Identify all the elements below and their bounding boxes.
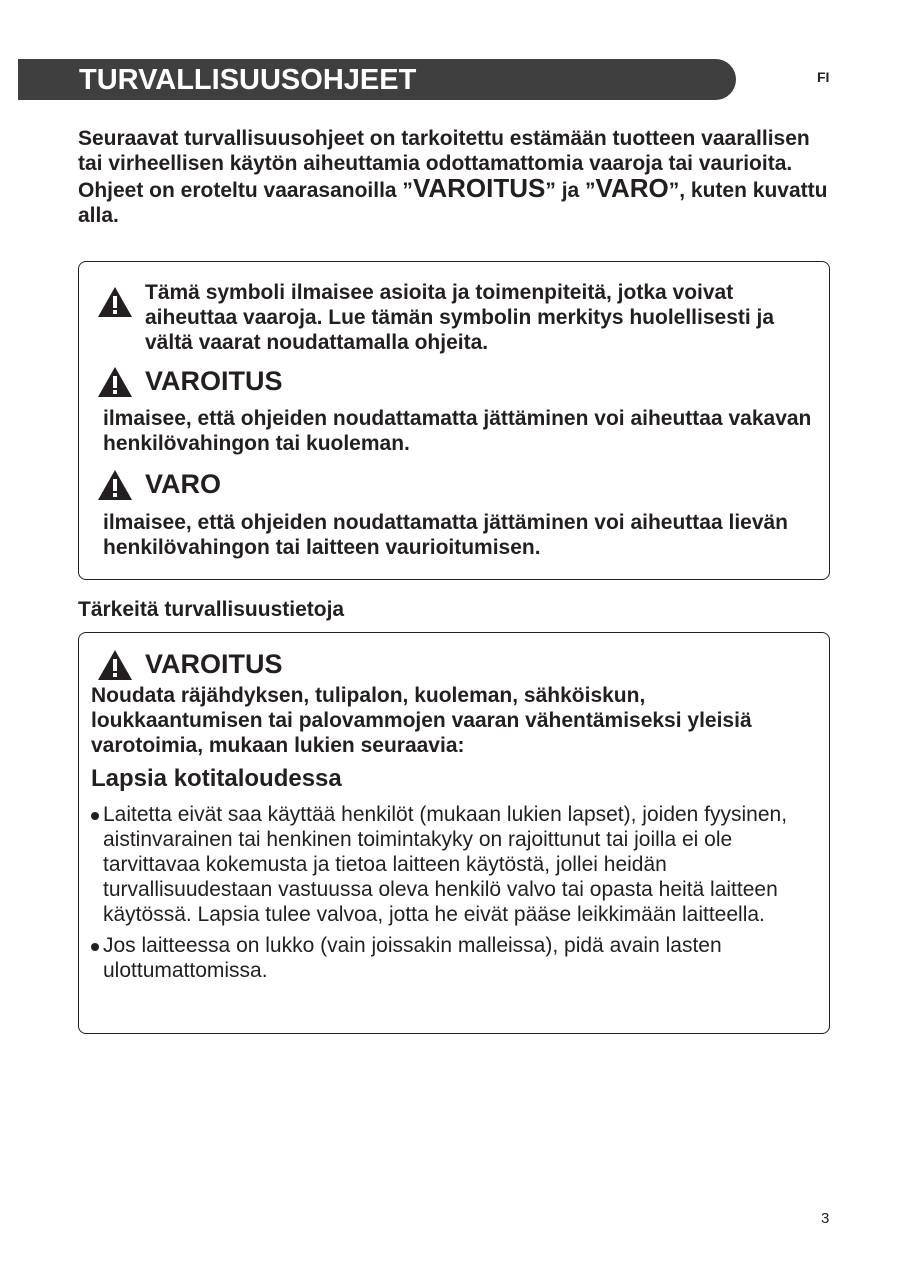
intro-text bbox=[78, 126, 838, 228]
important-intro: Noudata räjähdyksen, tulipalon, kuoleman, sähköiskun, loukkaantumisen tai palovammojen vaaran vähentämiseksi yleisiä varotoimia, mukaan lukien seuraavia: bbox=[91, 684, 752, 757]
symbol-description: Tämä symboli ilmaisee asioita ja toimenpiteitä, jotka voivat aiheuttaa vaaroja. Lue tämän symbolin merkitys huolellisesti ja vältä vaarat noudattamalla ohjeita. bbox=[145, 281, 775, 354]
language-code: FI bbox=[817, 69, 830, 85]
intro-p2-start: Ohjeet on eroteltu vaarasanoilla ” bbox=[78, 179, 413, 202]
important-warning-label: VAROITUS bbox=[145, 648, 283, 679]
intro-paragraph-2 bbox=[78, 173, 838, 228]
caution-description: ilmaisee, että ohjeiden noudattamatta jättäminen voi aiheuttaa lievän henkilövahingon tai laitteen vaurioitumisen. bbox=[103, 511, 789, 559]
signal-words-box bbox=[78, 261, 830, 580]
caution-heading bbox=[97, 467, 221, 501]
safety-bullet-list bbox=[91, 802, 821, 989]
intro-p2-mid: ” ja ” bbox=[545, 179, 596, 202]
page-title: TURVALLISUUSOHJEET bbox=[79, 64, 417, 96]
warning-description: ilmaisee, että ohjeiden noudattamatta jättäminen voi aiheuttaa vakavan henkilövahingon tai kuoleman. bbox=[103, 407, 812, 455]
warning-triangle-icon bbox=[97, 286, 133, 318]
warning-triangle-icon bbox=[97, 649, 133, 681]
important-safety-box bbox=[78, 632, 830, 1034]
warning-triangle-icon bbox=[97, 366, 133, 398]
section-heading: Tärkeitä turvallisuustietoja bbox=[78, 598, 345, 621]
children-subheading: Lapsia kotitaloudessa bbox=[91, 765, 342, 792]
intro-p2-end: ”, kuten kuvattu alla. bbox=[78, 179, 828, 227]
warning-triangle-icon bbox=[97, 469, 133, 501]
intro-word-varo: VARO bbox=[595, 173, 669, 203]
warning-heading bbox=[97, 364, 283, 398]
important-warning-heading bbox=[97, 647, 283, 681]
warning-label: VAROITUS bbox=[145, 365, 283, 396]
intro-word-varoitus: VAROITUS bbox=[412, 173, 546, 203]
intro-paragraph-1: Seuraavat turvallisuusohjeet on tarkoitettu estämään tuotteen vaarallisen tai virheellisen käytön aiheuttamia odottamattomia vaaroja tai vaurioita. bbox=[78, 127, 810, 175]
caution-label: VARO bbox=[145, 468, 222, 499]
page-number: 3 bbox=[821, 1210, 830, 1227]
list-item: Laitetta eivät saa käyttää henkilöt (mukaan lukien lapset), joiden fyysinen, aistinvarainen tai henkinen toimintakyky on rajoittunut tai joilla ei ole tarvittavaa kokemusta ja tietoa laitteen käytöstä, jollei heidän turvallisuudestaan vastuussa oleva henkilö valvo tai opasta heitä laitteen käytössä. Lapsia tulee valvoa, jotta he eivät pääse leikkimään laitteella. bbox=[91, 802, 821, 927]
list-item: Jos laitteessa on lukko (vain joissakin malleissa), pidä avain lasten ulottumattomissa. bbox=[91, 933, 821, 983]
